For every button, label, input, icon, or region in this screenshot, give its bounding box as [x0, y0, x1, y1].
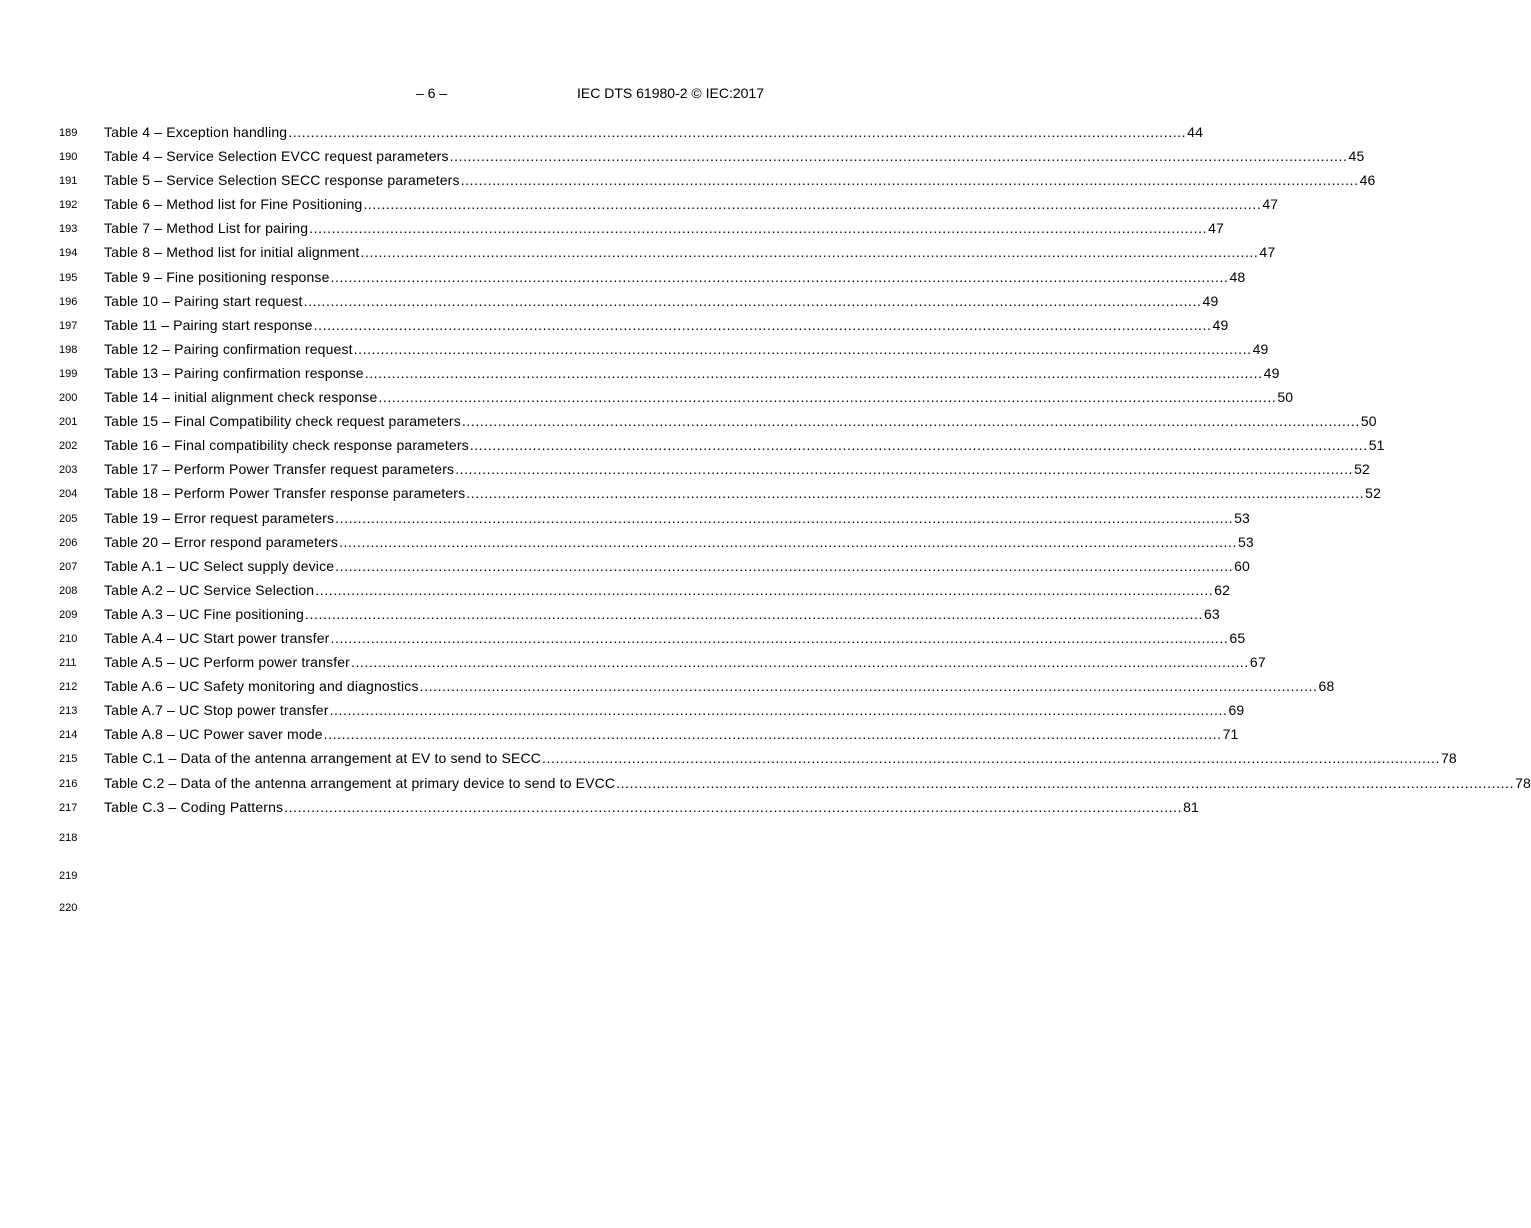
toc-entry-title: Table A.7 – UC Stop power transfer [104, 698, 330, 722]
toc-entry-link[interactable] [104, 409, 1377, 433]
toc-entry-page-number: 46 [1359, 172, 1376, 189]
line-number: 212 [59, 681, 78, 694]
toc-entry-title: Table 18 – Perform Power Transfer response parameters [104, 481, 466, 505]
toc-entry[interactable] [0, 771, 1531, 795]
toc-entry-link[interactable] [104, 433, 1385, 457]
dot-leader: ........................................................................................................................................................................................................ [330, 268, 1229, 285]
toc-entry-page-number: 47 [1262, 196, 1279, 213]
line-number: 195 [59, 271, 78, 284]
toc-entry-title: Table 19 – Error request parameters [104, 506, 335, 530]
line-number: 189 [59, 127, 78, 139]
toc-entry-page-number: 50 [1277, 389, 1294, 406]
toc-entry[interactable] [0, 216, 1224, 240]
toc-entry[interactable] [0, 795, 1199, 819]
dot-leader: ........................................................................................................................................................................................................ [466, 485, 1365, 502]
toc-entry-page-number: 49 [1202, 292, 1219, 309]
dot-leader: ........................................................................................................................................................................................................ [364, 364, 1263, 381]
dot-leader: ........................................................................................................................................................................................................ [284, 798, 1183, 815]
toc-entry-title: Table 7 – Method List for pairing [104, 216, 309, 240]
list-of-tables [0, 120, 1531, 819]
toc-entry-link[interactable] [104, 530, 1254, 554]
toc-entry-title: Table A.3 – UC Fine positioning [104, 602, 305, 626]
dot-leader: ........................................................................................................................................................................................................ [335, 557, 1234, 574]
toc-entry-page-number: 63 [1203, 605, 1220, 622]
toc-entry-title: Table C.1 – Data of the antenna arrangement at EV to send to SECC [104, 746, 542, 770]
toc-entry-title: Table 20 – Error respond parameters [104, 530, 339, 554]
toc-entry[interactable] [0, 385, 1294, 409]
toc-entry-link[interactable] [104, 289, 1219, 313]
toc-entry-title: Table A.1 – UC Select supply device [104, 554, 335, 578]
line-number: 213 [59, 705, 78, 718]
toc-entry-page-number: 44 [1187, 124, 1204, 140]
toc-entry-link[interactable] [104, 722, 1239, 746]
dot-leader: ........................................................................................................................................................................................................ [616, 774, 1515, 791]
dot-leader: ........................................................................................................................................................................................................ [350, 654, 1249, 671]
line-number: 200 [59, 392, 78, 405]
toc-entry-page-number: 67 [1249, 654, 1266, 671]
line-number: 216 [59, 777, 78, 790]
toc-entry-link[interactable] [104, 144, 1365, 168]
toc-entry-page-number: 53 [1234, 509, 1250, 526]
toc-entry-page-number: 68 [1318, 678, 1335, 695]
toc-entry[interactable] [0, 289, 1219, 313]
toc-entry[interactable] [0, 578, 1231, 602]
toc-entry[interactable] [0, 746, 1457, 770]
toc-entry-link[interactable] [104, 578, 1231, 602]
toc-entry-page-number: 47 [1208, 220, 1224, 237]
toc-entry-title: Table C.3 – Coding Patterns [104, 795, 284, 819]
toc-entry-link[interactable] [104, 385, 1294, 409]
toc-entry-title: Table A.5 – UC Perform power transfer [104, 650, 351, 674]
toc-entry-link[interactable] [104, 626, 1246, 650]
dot-leader: ........................................................................................................................................................................................................ [469, 437, 1368, 454]
dot-leader: ........................................................................................................................................................................................................ [449, 148, 1348, 165]
line-number: 207 [59, 560, 78, 573]
line-number: 206 [59, 536, 78, 549]
toc-entry-title: Table C.2 – Data of the antenna arrangement at primary device to send to EVCC [104, 771, 616, 795]
toc-entry-title: Table 5 – Service Selection SECC response parameters [104, 168, 461, 192]
toc-entry[interactable] [0, 722, 1239, 746]
dot-leader: ........................................................................................................................................................................................................ [335, 509, 1234, 526]
toc-entry[interactable] [0, 674, 1335, 698]
toc-entry-page-number: 49 [1252, 340, 1269, 357]
toc-entry-page-number: 49 [1212, 316, 1229, 333]
document-identifier: IEC DTS 61980-2 © IEC:2017 [577, 85, 764, 101]
line-number: 210 [59, 632, 78, 645]
line-number: 204 [59, 488, 78, 501]
line-number: 215 [59, 753, 78, 766]
toc-entry-link[interactable] [104, 337, 1269, 361]
toc-entry[interactable] [0, 554, 1250, 578]
line-number: 192 [59, 199, 78, 212]
toc-entry[interactable] [0, 337, 1269, 361]
toc-entry-page-number: 51 [1368, 437, 1385, 454]
toc-entry[interactable] [0, 192, 1279, 216]
dot-leader: ........................................................................................................................................................................................................ [455, 461, 1354, 478]
toc-entry[interactable] [0, 409, 1377, 433]
toc-entry-link[interactable] [104, 506, 1250, 530]
line-number: 190 [59, 151, 78, 164]
toc-entry-page-number: 71 [1222, 726, 1239, 743]
line-number: 217 [59, 801, 78, 814]
line-number: 208 [59, 584, 78, 597]
toc-entry-page-number: 53 [1237, 533, 1254, 550]
toc-entry-link[interactable] [104, 602, 1220, 626]
line-number: 211 [59, 657, 77, 670]
toc-entry-page-number: 47 [1259, 244, 1276, 261]
toc-entry-link[interactable] [104, 120, 1204, 144]
toc-entry-link[interactable] [104, 265, 1246, 289]
toc-entry-title: Table 16 – Final compatibility check response parameters [104, 433, 470, 457]
toc-entry[interactable] [0, 144, 1365, 168]
toc-entry[interactable] [0, 313, 1229, 337]
toc-entry-title: Table A.4 – UC Start power transfer [104, 626, 330, 650]
toc-entry-link[interactable] [104, 554, 1250, 578]
toc-entry-title: Table 11 – Pairing start response [104, 313, 314, 337]
line-number: 199 [59, 367, 78, 380]
toc-entry-link[interactable] [104, 746, 1457, 770]
toc-entry-page-number: 60 [1234, 557, 1250, 574]
dot-leader: ........................................................................................................................................................................................................ [323, 726, 1222, 743]
toc-entry-title: Table 14 – initial alignment check response [104, 385, 378, 409]
toc-entry-page-number: 49 [1263, 364, 1280, 381]
dot-leader: ........................................................................................................................................................................................................ [315, 581, 1214, 598]
dot-leader: ........................................................................................................................................................................................................ [339, 533, 1237, 550]
line-number: 196 [59, 295, 78, 308]
dot-leader: ........................................................................................................................................................................................................ [313, 316, 1212, 333]
page-number: – 6 – [416, 85, 448, 101]
toc-entry[interactable] [0, 240, 1276, 264]
toc-entry-link[interactable] [104, 168, 1376, 192]
dot-leader: ........................................................................................................................................................................................................ [330, 629, 1229, 646]
dot-leader: ........................................................................................................................................................................................................ [363, 196, 1262, 213]
toc-entry-title: Table A.6 – UC Safety monitoring and diagnostics [104, 674, 420, 698]
line-number: 194 [59, 247, 78, 260]
line-number: 220 [59, 902, 78, 914]
toc-entry-page-number: 78 [1440, 750, 1457, 767]
line-number: 197 [59, 319, 78, 332]
toc-entry-link[interactable] [104, 481, 1382, 505]
toc-entry[interactable] [0, 168, 1376, 192]
toc-entry[interactable] [0, 506, 1250, 530]
toc-entry-title: Table 6 – Method list for Fine Positioning [104, 192, 363, 216]
toc-entry-link[interactable] [104, 650, 1266, 674]
toc-entry-title: Table A.8 – UC Power saver mode [104, 722, 324, 746]
line-number: 193 [59, 223, 78, 236]
toc-entry[interactable] [0, 602, 1220, 626]
toc-entry-link[interactable] [104, 216, 1224, 240]
toc-entry-title: Table 4 – Exception handling [104, 120, 288, 144]
toc-entry[interactable] [0, 120, 1204, 144]
toc-entry-page-number: 62 [1214, 581, 1231, 598]
toc-entry-link[interactable] [104, 771, 1531, 795]
toc-entry-title: Table 9 – Fine positioning response [104, 265, 331, 289]
dot-leader: ........................................................................................................................................................................................................ [303, 292, 1202, 309]
toc-entry-title: Table 17 – Perform Power Transfer request parameters [104, 457, 455, 481]
line-number: 191 [59, 175, 78, 188]
dot-leader: ........................................................................................................................................................................................................ [542, 750, 1440, 767]
toc-entry-link[interactable] [104, 240, 1276, 264]
toc-entry-page-number: 65 [1229, 629, 1246, 646]
toc-entry-page-number: 50 [1360, 413, 1377, 430]
toc-entry[interactable] [0, 530, 1254, 554]
toc-entry[interactable] [0, 650, 1266, 674]
toc-entry-page-number: 78 [1515, 774, 1531, 791]
line-number: 202 [59, 440, 78, 453]
toc-entry-title: Table 15 – Final Compatibility check request parameters [104, 409, 462, 433]
dot-leader: ........................................................................................................................................................................................................ [419, 678, 1318, 695]
toc-entry[interactable] [0, 481, 1382, 505]
line-number: 218 [59, 832, 78, 844]
dot-leader: ........................................................................................................................................................................................................ [329, 702, 1228, 719]
toc-entry-link[interactable] [104, 361, 1280, 385]
dot-leader: ........................................................................................................................................................................................................ [309, 220, 1208, 237]
line-number: 209 [59, 608, 78, 621]
dot-leader: ........................................................................................................................................................................................................ [353, 340, 1252, 357]
toc-entry-link[interactable] [104, 698, 1245, 722]
toc-entry-title: Table 10 – Pairing start request [104, 289, 304, 313]
toc-entry-page-number: 48 [1229, 268, 1246, 285]
toc-entry-title: Table A.2 – UC Service Selection [104, 578, 315, 602]
toc-entry-page-number: 81 [1183, 798, 1199, 815]
toc-entry-page-number: 69 [1228, 702, 1245, 719]
toc-entry-page-number: 45 [1348, 148, 1365, 165]
toc-entry-title: Table 8 – Method list for initial alignment [104, 240, 360, 264]
toc-entry[interactable] [0, 265, 1246, 289]
line-number: 214 [59, 729, 78, 742]
toc-entry-link[interactable] [104, 313, 1229, 337]
dot-leader: ........................................................................................................................................................................................................ [360, 244, 1259, 261]
toc-entry[interactable] [0, 698, 1245, 722]
dot-leader: ........................................................................................................................................................................................................ [378, 389, 1277, 406]
line-number: 219 [59, 870, 78, 882]
toc-entry-page-number: 52 [1354, 461, 1370, 478]
dot-leader: ........................................................................................................................................................................................................ [288, 124, 1187, 140]
toc-entry[interactable] [0, 457, 1370, 481]
toc-entry-link[interactable] [104, 192, 1279, 216]
toc-entry-link[interactable] [104, 795, 1199, 819]
toc-entry-title: Table 12 – Pairing confirmation request [104, 337, 354, 361]
line-number: 205 [59, 512, 78, 525]
line-number: 201 [59, 416, 78, 429]
toc-entry-link[interactable] [104, 674, 1335, 698]
dot-leader: ........................................................................................................................................................................................................ [460, 172, 1359, 189]
page-header [0, 83, 869, 103]
dot-leader: ........................................................................................................................................................................................................ [305, 605, 1203, 622]
toc-entry-page-number: 52 [1365, 485, 1382, 502]
line-number: 203 [59, 464, 78, 477]
toc-entry-title: Table 4 – Service Selection EVCC request parameters [104, 144, 450, 168]
toc-entry[interactable] [0, 433, 1385, 457]
toc-entry-link[interactable] [104, 457, 1370, 481]
line-number: 198 [59, 343, 78, 356]
toc-entry[interactable] [0, 361, 1280, 385]
toc-entry-title: Table 13 – Pairing confirmation response [104, 361, 365, 385]
toc-entry[interactable] [0, 626, 1246, 650]
dot-leader: ........................................................................................................................................................................................................ [461, 413, 1360, 430]
